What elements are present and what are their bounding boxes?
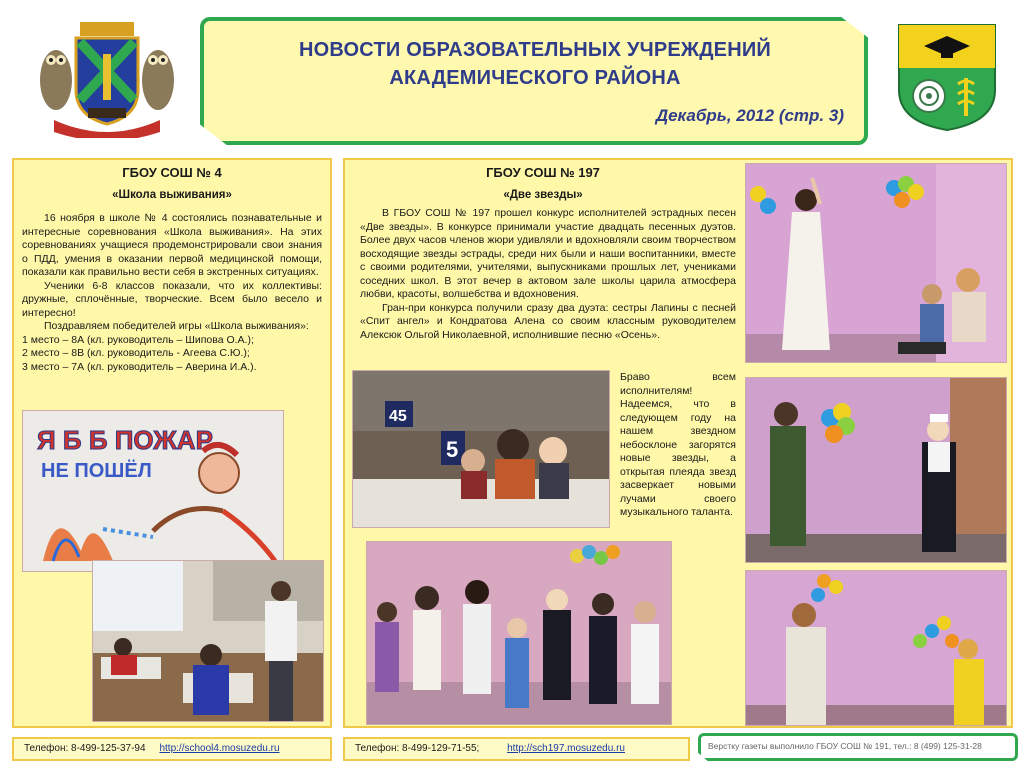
school4-place-2: 2 место – 8В (кл. руководитель - Агеева С.Ю.); — [22, 347, 250, 359]
page-title-line1: НОВОСТИ ОБРАЗОВАТЕЛЬНЫХ УЧРЕЖДЕНИЙ — [299, 39, 771, 61]
page-title — [210, 36, 860, 92]
footer-school4-phone: Телефон: 8-499-125-37-94 — [24, 743, 146, 754]
footer-school197-link[interactable]: http://sch197.mosuzedu.ru — [507, 743, 625, 754]
school4-article — [22, 212, 322, 374]
footer-school197 — [343, 737, 690, 761]
score-card-5: 5 — [446, 437, 459, 462]
classroom-photo — [92, 560, 324, 722]
school4-paragraph-2: Ученики 6-8 классов показали, что их коллективы: дружные, сплочённые, творческие. Всем было весело и интересно! — [22, 279, 322, 319]
school4-subheading: «Школа выживания» — [112, 189, 232, 201]
school197-closing: Браво всем исполнителям! Надеемся, что в следующем году на нашем звездном небосклоне загорятся новые звезды, а открытая плеяда звезд засверкает новыми лучами своего музыкального таланта. — [620, 371, 736, 518]
school197-subheading: «Две звезды» — [503, 189, 583, 201]
footer-school197-phone: Телефон: 8-499-129-71-55; — [355, 743, 480, 754]
footer-school4-link[interactable]: http://school4.mosuzedu.ru — [159, 743, 280, 754]
score-card-45: 45 — [389, 408, 407, 425]
poster-drawing-photo — [22, 410, 284, 572]
school197-article — [360, 207, 736, 342]
school4-paragraph-3: Поздравляем победителей игры «Школа выживания»: — [44, 320, 309, 332]
singers-stage-photo-3 — [745, 570, 1007, 726]
jury-photo — [352, 370, 610, 528]
right-emblem — [896, 22, 998, 132]
school4-paragraph-1: 16 ноября в школе № 4 состоялись познавательные и интересные соревнования «Школа выживания». На этих соревнованиях учащиеся продемонстрировали свои знания о ПДД, умения в оказании первой медицинской помощи, показали как правильно вести себя в экстренных ситуациях. — [22, 212, 322, 278]
school197-paragraph-1: В ГБОУ СОШ № 197 прошел конкурс исполнителей эстрадных песен «Две звезды». В конкурсе принимали участие двадцать песенных дуэтов. Более двух часов членов жюри удивляли и вдохновляли своим творчеством восходящие звезды эстрады, среди них были и наши воспитанники, вместе с своими родителями, учителями, выпускниками прошлых лет, учениками соседних школ. В этот вечер в актовом зале школы царила атмосфера любви, красоты, волшебства и вдохновения. — [360, 207, 736, 300]
footer-school4 — [12, 737, 332, 761]
poster-drawing-text-1: Я Б Б ПОЖАР — [37, 425, 213, 455]
left-emblem — [34, 20, 180, 138]
footer-credit: Верстку газеты выполнило ГБОУ СОШ № 191, тел.: 8 (499) 125-31-28 — [708, 741, 982, 751]
singers-stage-photo-2 — [745, 377, 1007, 563]
singers-stage-photo-1 — [745, 163, 1007, 363]
school4-heading: ГБОУ СОШ № 4 — [122, 165, 222, 180]
issue-date: Декабрь, 2012 (стр. 3) — [655, 106, 844, 125]
school197-heading: ГБОУ СОШ № 197 — [486, 165, 600, 180]
performers-group-photo — [366, 541, 672, 725]
page-title-line2: АКАДЕМИЧЕСКОГО РАЙОНА — [389, 67, 681, 89]
poster-drawing-text-2: НЕ ПОШЁЛ — [41, 460, 152, 482]
school4-place-3: 3 место – 7А (кл. руководитель – Аверина И.А.). — [22, 360, 257, 373]
school197-paragraph-2: Гран-при конкурса получили сразу два дуэта: сестры Лапины с песней «Спит ангел» и Кондратова Алена со своим классным руководителем Алексюк Ольгой Николаевной, исполнившие песню «Осень». — [360, 301, 736, 341]
school4-place-1: 1 место – 8А (кл. руководитель – Шипова О.А.); — [22, 333, 254, 346]
